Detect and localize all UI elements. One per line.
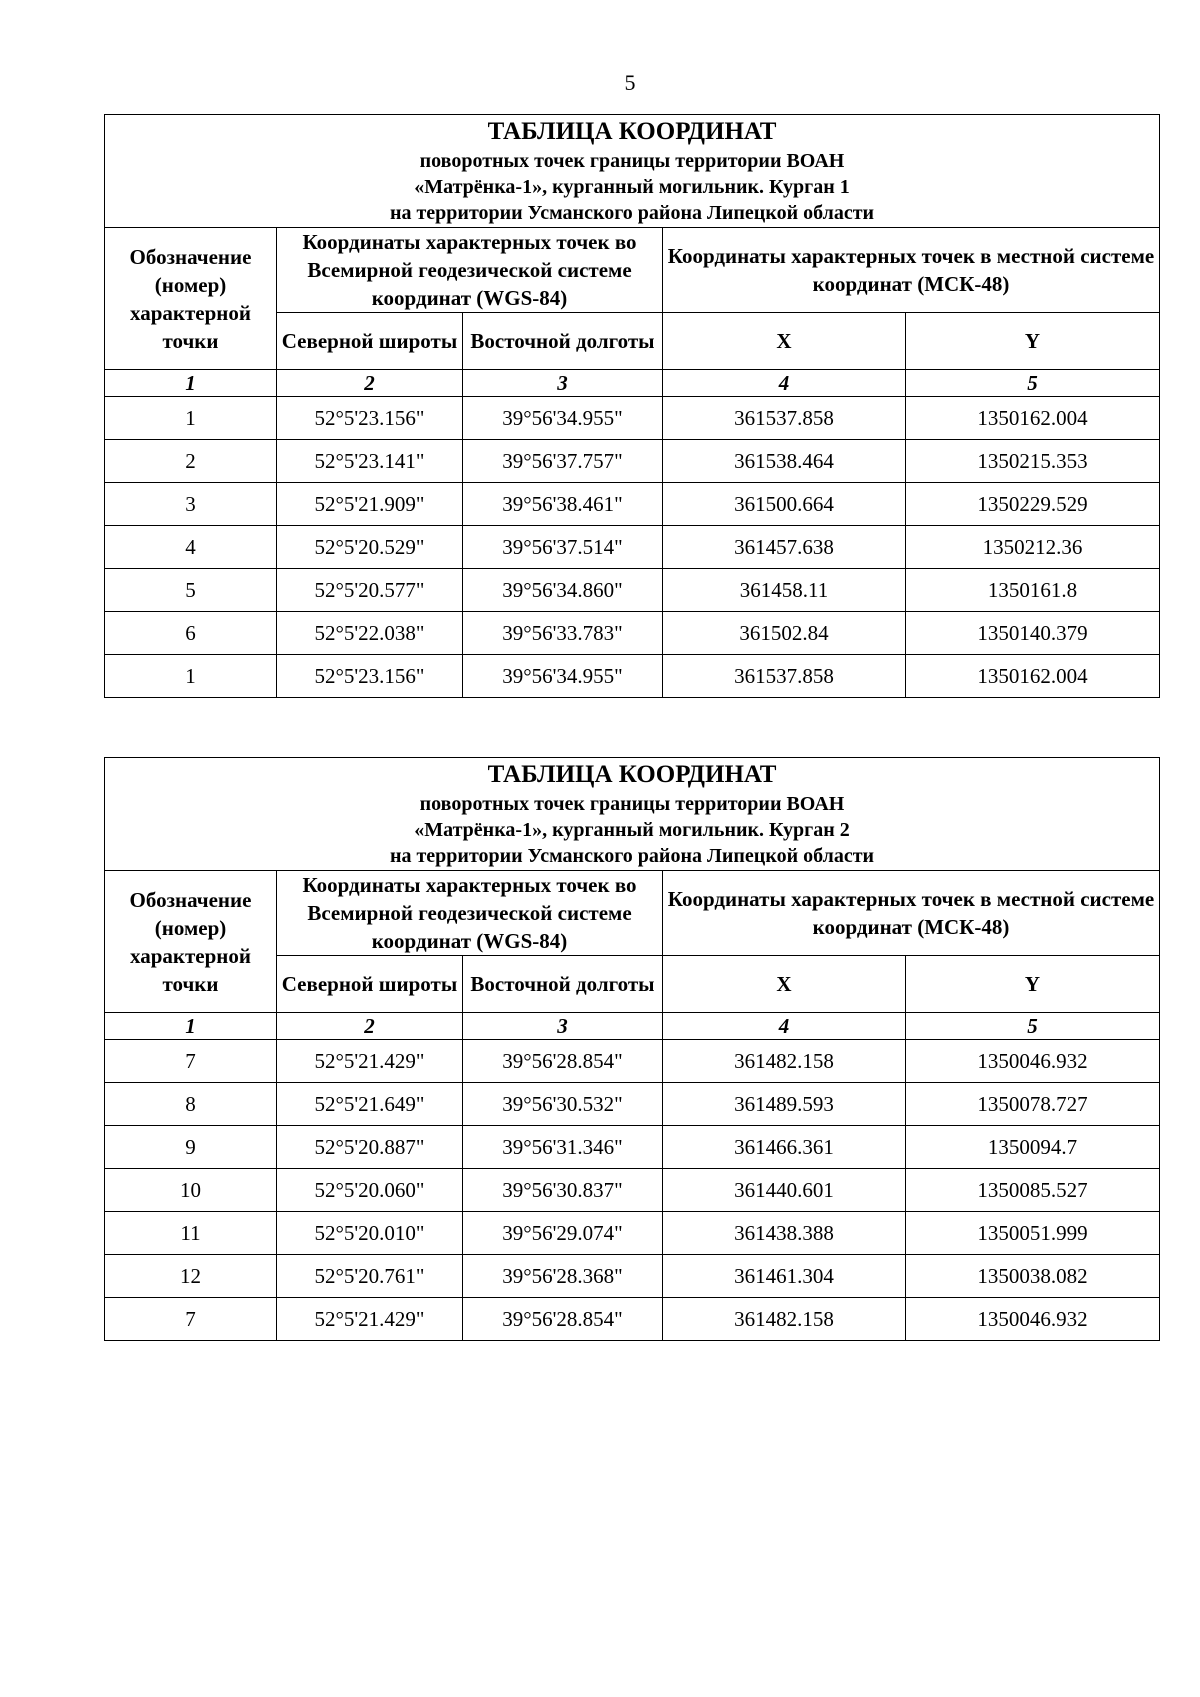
table-body bbox=[105, 397, 1160, 698]
y-cell: 1350161.8 bbox=[906, 569, 1160, 612]
table-caption bbox=[105, 115, 1160, 228]
longitude-cell: 39°56'37.514" bbox=[463, 526, 663, 569]
table-row bbox=[105, 440, 1160, 483]
latitude-cell: 52°5'21.429" bbox=[277, 1298, 463, 1341]
x-cell: 361440.601 bbox=[663, 1169, 906, 1212]
x-cell: 361489.593 bbox=[663, 1083, 906, 1126]
column-number: 2 bbox=[277, 1013, 463, 1040]
latitude-cell: 52°5'21.909" bbox=[277, 483, 463, 526]
table-row bbox=[105, 526, 1160, 569]
table-subtitle-line: «Матрёнка-1», курганный могильник. Курган 2 bbox=[414, 819, 850, 841]
point-number-cell: 7 bbox=[105, 1040, 277, 1083]
y-cell: 1350051.999 bbox=[906, 1212, 1160, 1255]
header-local: Координаты характерных точек в местной системе координат (МСК-48) bbox=[663, 871, 1160, 956]
y-cell: 1350085.527 bbox=[906, 1169, 1160, 1212]
header-wgs: Координаты характерных точек во Всемирной геодезической системе координат (WGS-84) bbox=[277, 871, 663, 956]
table-subtitle-line: на территории Усманского района Липецкой области bbox=[389, 202, 875, 224]
column-number: 2 bbox=[277, 370, 463, 397]
table-body bbox=[105, 1040, 1160, 1341]
longitude-cell: 39°56'29.074" bbox=[463, 1212, 663, 1255]
x-cell: 361458.11 bbox=[663, 569, 906, 612]
y-cell: 1350140.379 bbox=[906, 612, 1160, 655]
header-y: Y bbox=[906, 956, 1160, 1013]
x-cell: 361500.664 bbox=[663, 483, 906, 526]
header-local: Координаты характерных точек в местной системе координат (МСК-48) bbox=[663, 228, 1160, 313]
header-x: X bbox=[663, 313, 906, 370]
y-cell: 1350046.932 bbox=[906, 1040, 1160, 1083]
column-number: 4 bbox=[663, 370, 906, 397]
latitude-cell: 52°5'20.761" bbox=[277, 1255, 463, 1298]
coordinates-table-1 bbox=[104, 114, 1160, 698]
column-number: 5 bbox=[906, 1013, 1160, 1040]
point-number-cell: 1 bbox=[105, 655, 277, 698]
longitude-cell: 39°56'33.783" bbox=[463, 612, 663, 655]
table-row bbox=[105, 397, 1160, 440]
header-east: Восточной долготы bbox=[463, 313, 663, 370]
x-cell: 361438.388 bbox=[663, 1212, 906, 1255]
header-north: Северной широты bbox=[277, 956, 463, 1013]
x-cell: 361537.858 bbox=[663, 655, 906, 698]
point-number-cell: 4 bbox=[105, 526, 277, 569]
column-number: 3 bbox=[463, 1013, 663, 1040]
table-row bbox=[105, 1169, 1160, 1212]
latitude-cell: 52°5'22.038" bbox=[277, 612, 463, 655]
x-cell: 361461.304 bbox=[663, 1255, 906, 1298]
table-row bbox=[105, 655, 1160, 698]
table-subtitle-line: «Матрёнка-1», курганный могильник. Курган 1 bbox=[414, 176, 850, 198]
table-row bbox=[105, 569, 1160, 612]
table-subtitle-line: поворотных точек границы территории ВОАН bbox=[419, 150, 845, 172]
longitude-cell: 39°56'31.346" bbox=[463, 1126, 663, 1169]
header-x: X bbox=[663, 956, 906, 1013]
longitude-cell: 39°56'34.860" bbox=[463, 569, 663, 612]
longitude-cell: 39°56'38.461" bbox=[463, 483, 663, 526]
longitude-cell: 39°56'34.955" bbox=[463, 397, 663, 440]
table-row bbox=[105, 1255, 1160, 1298]
point-number-cell: 7 bbox=[105, 1298, 277, 1341]
longitude-cell: 39°56'37.757" bbox=[463, 440, 663, 483]
y-cell: 1350212.36 bbox=[906, 526, 1160, 569]
point-number-cell: 12 bbox=[105, 1255, 277, 1298]
latitude-cell: 52°5'20.010" bbox=[277, 1212, 463, 1255]
x-cell: 361502.84 bbox=[663, 612, 906, 655]
point-number-cell: 10 bbox=[105, 1169, 277, 1212]
x-cell: 361457.638 bbox=[663, 526, 906, 569]
table-subtitle-line: поворотных точек границы территории ВОАН bbox=[419, 793, 845, 815]
table-row bbox=[105, 612, 1160, 655]
latitude-cell: 52°5'20.529" bbox=[277, 526, 463, 569]
y-cell: 1350229.529 bbox=[906, 483, 1160, 526]
point-number-cell: 2 bbox=[105, 440, 277, 483]
page-number: 5 bbox=[624, 70, 636, 95]
longitude-cell: 39°56'30.837" bbox=[463, 1169, 663, 1212]
table-caption bbox=[105, 758, 1160, 871]
x-cell: 361466.361 bbox=[663, 1126, 906, 1169]
header-designation: Обозначение (номер) характерной точки bbox=[105, 871, 277, 1013]
latitude-cell: 52°5'21.429" bbox=[277, 1040, 463, 1083]
point-number-cell: 9 bbox=[105, 1126, 277, 1169]
point-number-cell: 8 bbox=[105, 1083, 277, 1126]
point-number-cell: 1 bbox=[105, 397, 277, 440]
x-cell: 361537.858 bbox=[663, 397, 906, 440]
x-cell: 361482.158 bbox=[663, 1040, 906, 1083]
y-cell: 1350162.004 bbox=[906, 655, 1160, 698]
header-north: Северной широты bbox=[277, 313, 463, 370]
latitude-cell: 52°5'20.577" bbox=[277, 569, 463, 612]
point-number-cell: 3 bbox=[105, 483, 277, 526]
column-number: 5 bbox=[906, 370, 1160, 397]
header-wgs: Координаты характерных точек во Всемирной геодезической системе координат (WGS-84) bbox=[277, 228, 663, 313]
header-designation: Обозначение (номер) характерной точки bbox=[105, 228, 277, 370]
table-row bbox=[105, 1212, 1160, 1255]
header-y: Y bbox=[906, 313, 1160, 370]
y-cell: 1350046.932 bbox=[906, 1298, 1160, 1341]
longitude-cell: 39°56'28.368" bbox=[463, 1255, 663, 1298]
y-cell: 1350038.082 bbox=[906, 1255, 1160, 1298]
longitude-cell: 39°56'34.955" bbox=[463, 655, 663, 698]
column-number: 4 bbox=[663, 1013, 906, 1040]
x-cell: 361538.464 bbox=[663, 440, 906, 483]
table-row bbox=[105, 1126, 1160, 1169]
y-cell: 1350162.004 bbox=[906, 397, 1160, 440]
longitude-cell: 39°56'28.854" bbox=[463, 1298, 663, 1341]
table-title: ТАБЛИЦА КООРДИНАТ bbox=[487, 761, 777, 788]
longitude-cell: 39°56'30.532" bbox=[463, 1083, 663, 1126]
latitude-cell: 52°5'21.649" bbox=[277, 1083, 463, 1126]
table-row bbox=[105, 1040, 1160, 1083]
latitude-cell: 52°5'20.887" bbox=[277, 1126, 463, 1169]
point-number-cell: 6 bbox=[105, 612, 277, 655]
latitude-cell: 52°5'20.060" bbox=[277, 1169, 463, 1212]
table-row bbox=[105, 1298, 1160, 1341]
longitude-cell: 39°56'28.854" bbox=[463, 1040, 663, 1083]
y-cell: 1350215.353 bbox=[906, 440, 1160, 483]
table-row bbox=[105, 1083, 1160, 1126]
column-number: 1 bbox=[105, 370, 277, 397]
point-number-cell: 5 bbox=[105, 569, 277, 612]
column-number: 1 bbox=[105, 1013, 277, 1040]
table-row bbox=[105, 483, 1160, 526]
latitude-cell: 52°5'23.141" bbox=[277, 440, 463, 483]
y-cell: 1350078.727 bbox=[906, 1083, 1160, 1126]
table-title: ТАБЛИЦА КООРДИНАТ bbox=[487, 118, 777, 145]
point-number-cell: 11 bbox=[105, 1212, 277, 1255]
x-cell: 361482.158 bbox=[663, 1298, 906, 1341]
column-number: 3 bbox=[463, 370, 663, 397]
y-cell: 1350094.7 bbox=[906, 1126, 1160, 1169]
coordinates-table-2 bbox=[104, 757, 1160, 1341]
latitude-cell: 52°5'23.156" bbox=[277, 655, 463, 698]
header-east: Восточной долготы bbox=[463, 956, 663, 1013]
latitude-cell: 52°5'23.156" bbox=[277, 397, 463, 440]
table-subtitle-line: на территории Усманского района Липецкой области bbox=[389, 845, 875, 867]
